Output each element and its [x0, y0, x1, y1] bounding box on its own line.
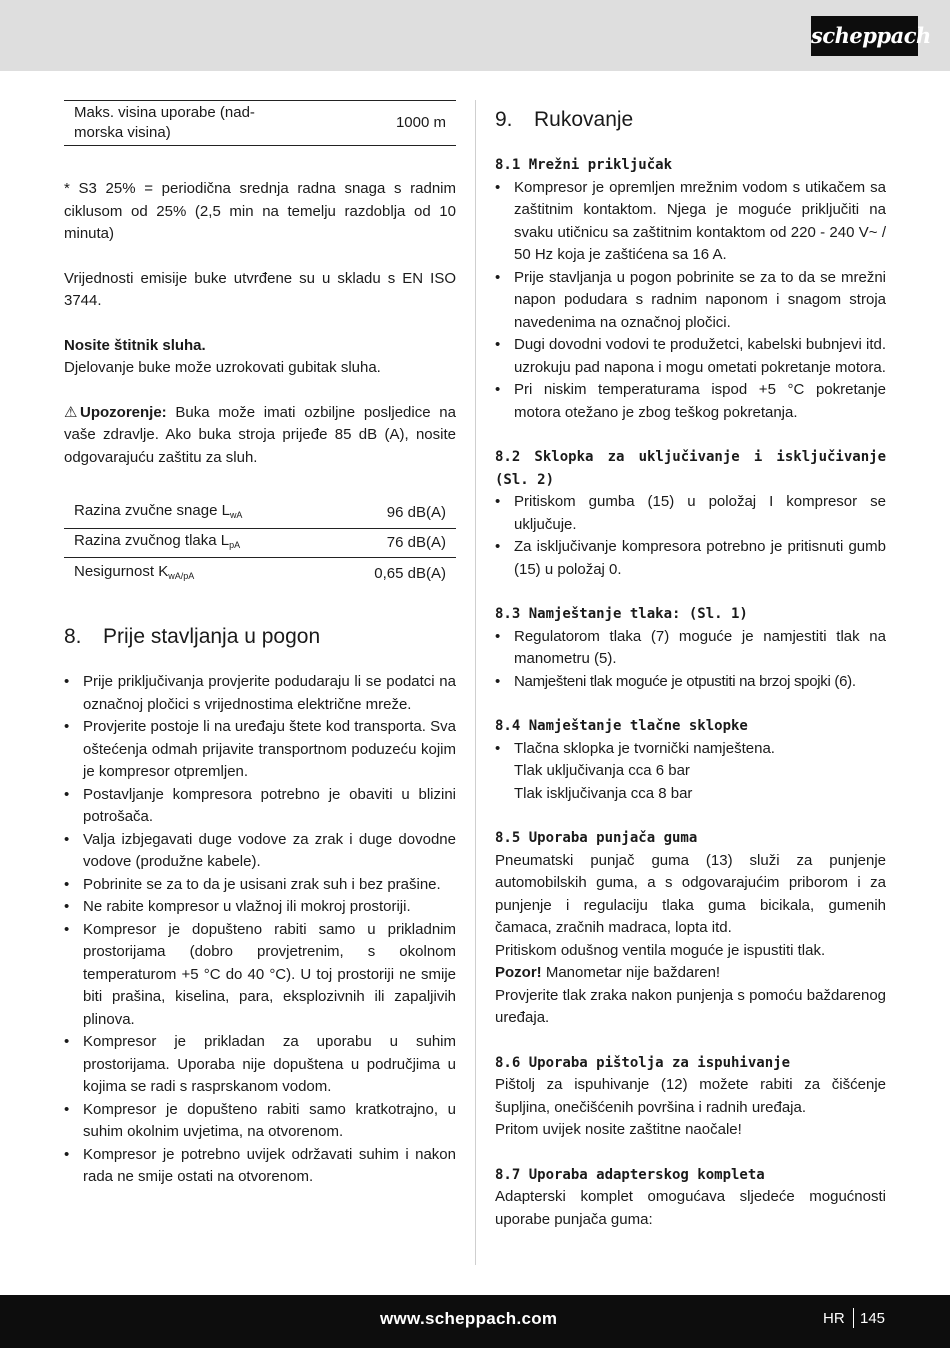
- hearing-text: Djelovanje buke može uzrokovati gubitak sluha.: [64, 359, 381, 376]
- footer-bar: [0, 1295, 950, 1348]
- noise-label: Nesigurnost $K_{wA/pA}$: [74, 562, 195, 581]
- noise-label: Razina zvučne snage $L_{wA}$: [74, 502, 243, 521]
- noise-value: 0,65 dB(A): [374, 564, 446, 582]
- list-item: • Kompresor je dopušteno rabiti samo kratkotrajno, u suhim okolnim uvjetima, na otvorenom.: [64, 1099, 456, 1144]
- list-item: • Ne rabite kompresor u vlažnoj ili mokroj prostoriji.: [64, 896, 456, 919]
- subsection-list: [495, 177, 886, 425]
- noise-table: [64, 499, 456, 590]
- list-item: • Pri niskim temperaturama ispod +5 °C pokretanje motora otežano je zbog teškog pokretanja.: [495, 379, 886, 424]
- list-item: • Pobrinite se za to da je usisani zrak suh i bez prašine.: [64, 874, 456, 897]
- page-number: 145: [860, 1310, 886, 1327]
- warning-paragraph: [64, 402, 456, 470]
- list-item: • Kompresor je opremljen mrežnim vodom s utikačem sa zaštitnim kontaktom. Njega je moguće priključiti na svaku utičnicu sa zaštitnim kontaktom od 220 - 240 V~ / 50 Hz koja je zaštićena sa 16 A.: [495, 177, 886, 267]
- noise-label: Razina zvučnog tlaka $L_{pA}$: [74, 531, 241, 550]
- website-link[interactable]: www.scheppach.com: [380, 1309, 558, 1328]
- subsection-list: [495, 738, 886, 761]
- list-item: • Prije priključivanja provjerite podudaraju li se podatci na označnoj pločici s vrijednostima električne mreže.: [64, 671, 456, 716]
- subsection-heading: 8.2 Sklopka za uključivanje i isključivanje (Sl. 2): [495, 449, 886, 488]
- subsection-list: [495, 626, 886, 694]
- paragraph: Pištolj za ispuhivanje (12) možete rabiti za čišćenje šupljina, onečišćenih površina i radnih uređaja.: [495, 1076, 886, 1116]
- list-item: • Provjerite postoje li na uređaju štete kod transporta. Sva oštećenja odmah prijavite transportnom poduzeću kojim je kompresor otpremljen.: [64, 716, 456, 784]
- list-item: • Kompresor je prikladan za uporabu u suhim prostorijama. Uporaba nije dopuštena u područjima u kojima se radi s rasprskanom vodom.: [64, 1031, 456, 1099]
- subsection-heading: 8.1 Mrežni priključak: [495, 157, 673, 173]
- spec-label: Maks. visina uporabe (nad- morska visina): [74, 104, 255, 141]
- subsection-heading: 8.4 Namještanje tlačne sklopke: [495, 718, 748, 734]
- paragraph: Pneumatski punjač guma (13) služi za punjenje automobilskih guma, a s odgovarajućim priborom i za punjenje i regulaciju tlaka guma bicikala, gumenih čamaca, zračnih madraca, lopta itd.: [495, 851, 886, 936]
- noise-value: 96 dB(A): [386, 504, 446, 522]
- section-8-heading: 8. Prije stavljanja u pogon: [64, 625, 321, 648]
- list-item: • Kompresor je dopušteno rabiti samo u prikladnim prostorijama (dobro provjetrenim, s okolnom temperaturom +5 °C do 40 °C). U toj prostoriji ne smije biti prašina, kiselina, para, eksplozivnih ili zapaljivih plinova.: [64, 919, 456, 1032]
- paragraph: Adapterski komplet omogućava sljedeće mogućnosti uporabe punjača guma:: [495, 1188, 886, 1228]
- list-item: • Regulatorom tlaka (7) moguće je namjestiti tlak na manometru (5).: [495, 626, 886, 671]
- paragraph: Pritom uvijek nosite zaštitne naočale!: [495, 1121, 742, 1138]
- noise-value: 76 dB(A): [386, 533, 446, 551]
- language-code: HR: [823, 1310, 845, 1327]
- list-item: • Namješteni tlak moguće je otpustiti na brzoj spojki (6).: [495, 671, 886, 694]
- list-item: • Prije stavljanja u pogon pobrinite se za to da se mrežni napon podudara s radnim naponom i snagom stroja navedenima na označnoj pločici.: [495, 267, 886, 335]
- hearing-heading: Nosite štitnik sluha.: [64, 336, 206, 354]
- subsection-heading: 8.3 Namještanje tlaka: (Sl. 1): [495, 606, 748, 622]
- list-item: • Postavljanje kompresora potrebno je obaviti u blizini potrošača.: [64, 784, 456, 829]
- brand-logo: scheppach: [811, 16, 918, 56]
- warning-text: Buka može imati ozbiljne posljedice na vaše zdravlje. Ako buka stroja prijeđe 85 dB (A), nosite odgovarajuću zaštitu za sluh.: [64, 403, 456, 466]
- paragraph: Provjerite tlak zraka nakon punjenja s pomoću baždarenog uređaja.: [495, 986, 886, 1026]
- column-divider: [475, 100, 476, 1265]
- subsection-heading: 8.7 Uporaba adapterskog kompleta: [495, 1166, 765, 1183]
- pressure-off: Tlak isključivanja cca 8 bar: [514, 784, 693, 802]
- subsection-heading: 8.6 Uporaba pištolja za ispuhivanje: [495, 1054, 791, 1071]
- left-column: [64, 100, 456, 1189]
- list-item: • Kompresor je potrebno uvijek održavati suhim i nakon rada ne smije ostati na otvorenom.: [64, 1144, 456, 1189]
- footnote: * S3 25% = periodična srednja radna snaga s radnim ciklusom od 25% (2,5 min na temelju razdoblja od 10 minuta): [64, 180, 456, 242]
- noise-intro: Vrijednosti emisije buke utvrđene su u skladu s EN ISO 3744.: [64, 269, 456, 309]
- spec-table: [64, 100, 456, 146]
- section-9-heading: 9. Rukovanje: [495, 108, 634, 131]
- subsection-list: [495, 491, 886, 581]
- spec-value: 1000 m: [395, 114, 446, 131]
- paragraph: Pritiskom odušnog ventila moguće je ispustiti tlak.: [495, 941, 826, 959]
- table-row: [64, 557, 456, 590]
- table-row: [64, 499, 456, 528]
- section-8-list: [64, 671, 456, 1189]
- warning-label: Upozorenje:: [80, 403, 167, 421]
- list-item: • Dugi dovodni vodovi te produžetci, kabelski bubnjevi itd. uzrokuju pad napona i mogu ometati pokretanje motora.: [495, 334, 886, 379]
- page-separator: [853, 1308, 854, 1328]
- list-item: • Za isključivanje kompresora potrebno je pritisnuti gumb (15) u položaj 0.: [495, 536, 886, 581]
- list-item: • Tlačna sklopka je tvornički namještena.: [495, 738, 886, 761]
- list-item: • Pritiskom gumba (15) u položaj I kompresor se uključuje.: [495, 491, 886, 536]
- subsection-heading: 8.5 Uporaba punjača guma: [495, 830, 698, 846]
- paragraph: Pozor! Manometar nije baždaren!: [495, 964, 721, 981]
- list-item: • Valja izbjegavati duge vodove za zrak i duge dovodne vodove (produžne kabele).: [64, 829, 456, 874]
- pressure-on: Tlak uključivanja cca 6 bar: [514, 762, 690, 779]
- table-row: [64, 528, 456, 557]
- table-row: [64, 101, 456, 146]
- warning-icon: ⚠: [64, 403, 78, 421]
- header-bar: [0, 0, 950, 71]
- right-column: [495, 100, 886, 1231]
